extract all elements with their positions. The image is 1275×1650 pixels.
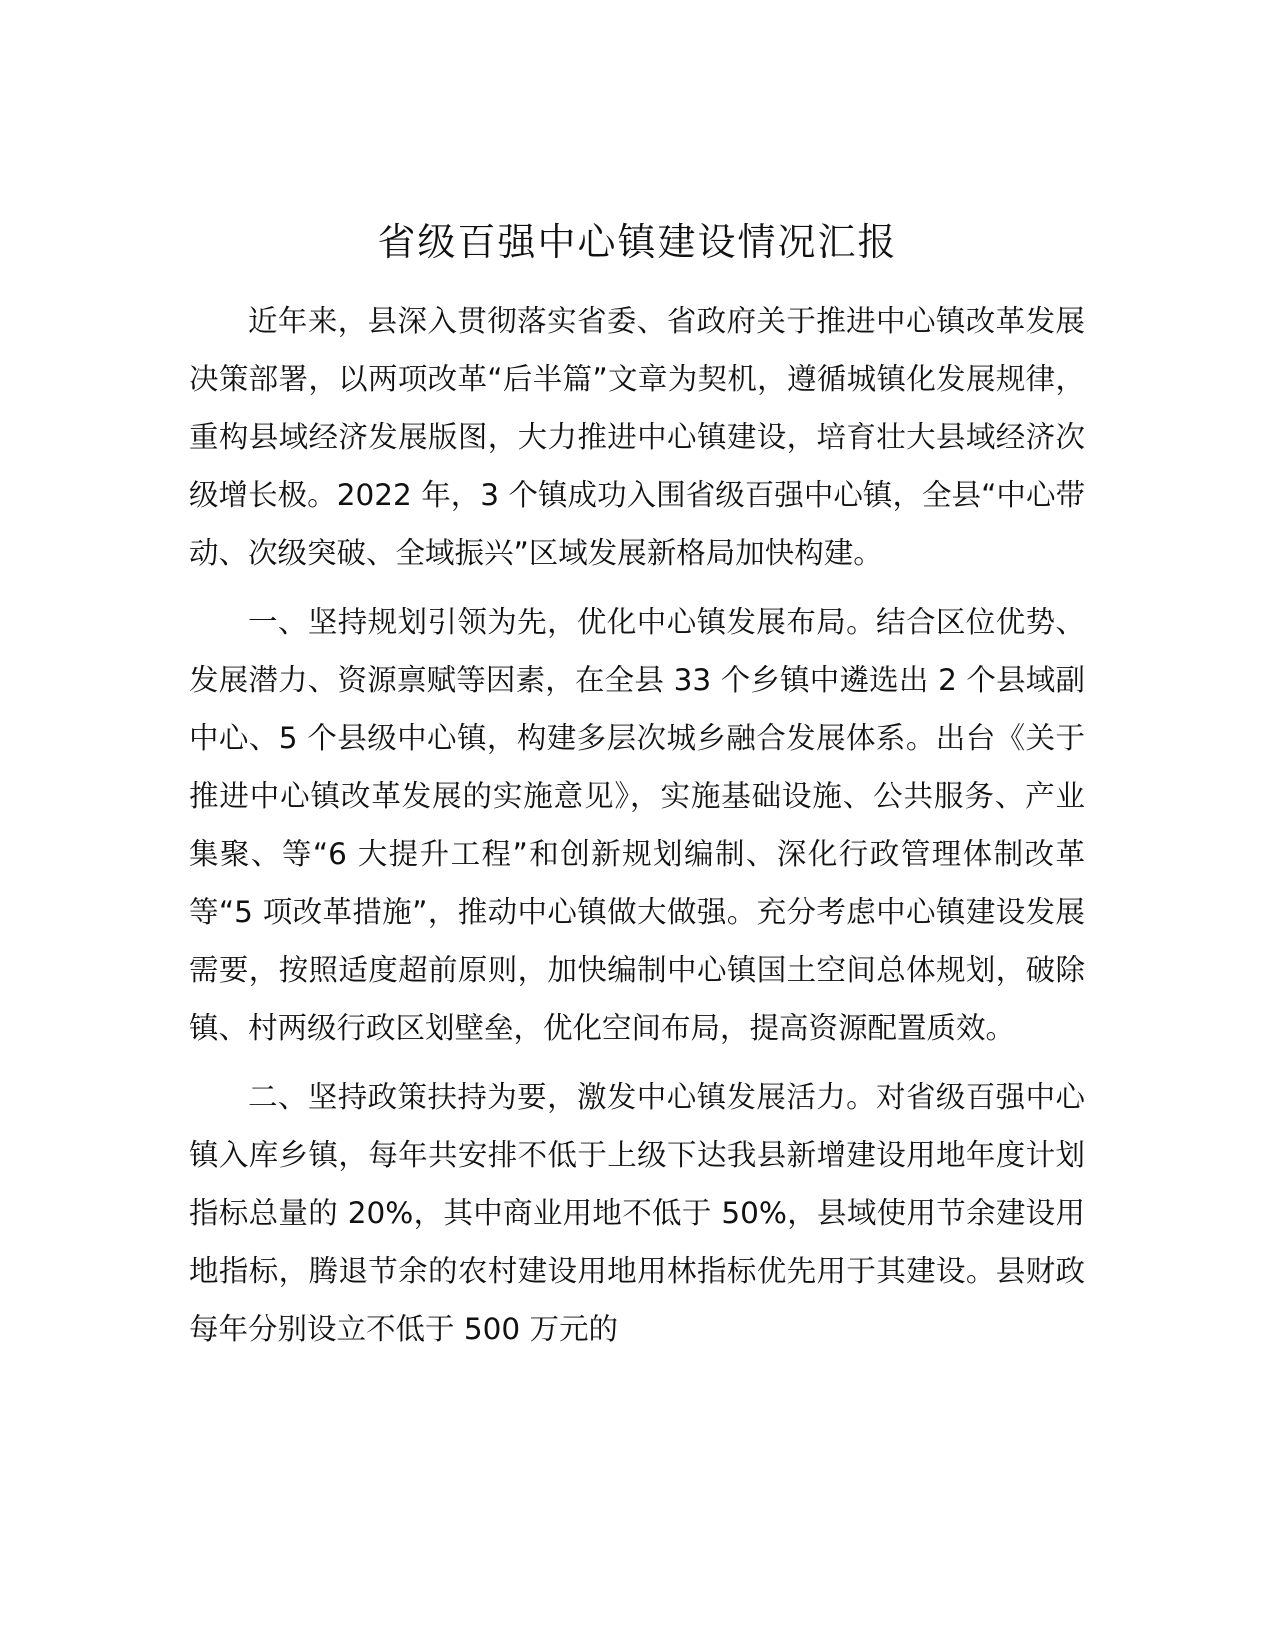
document-title: 省级百强中心镇建设情况汇报 xyxy=(377,220,898,264)
paragraph-intro: 近年来，县深入贯彻落实省委、省政府关于推进中心镇改革发展决策部署，以两项改革“后半篇”文章为契机，遵循城镇化发展规律，重构县域经济发展版图，大力推进中心镇建设，培育壮大县域经济次级增长极。2022 年，3 个镇成功入围省级百强中心镇，全县“中心带动、次级突破、全域振兴”区域发展新格局加快构建。 xyxy=(189,304,1085,570)
paragraph-section-2: 二、坚持政策扶持为要，激发中心镇发展活力。对省级百强中心镇入库乡镇，每年共安排不低于上级下达我县新增建设用地年度计划指标总量的 20%，其中商业用地不低于 50%，县域使用节余建设用地指标，腾退节余的农村建设用地用林指标优先用于其建设。县财政每年分别设立不低于 500 万元的 xyxy=(189,1080,1085,1346)
paragraph-section-1: 一、坚持规划引领为先，优化中心镇发展布局。结合区位优势、发展潜力、资源禀赋等因素，在全县 33 个乡镇中遴选出 2 个县域副中心、5 个县级中心镇，构建多层次城乡融合发展体系。出台《关于推进中心镇改革发展的实施意见》，实施基础设施、公共服务、产业集聚、等“6 大提升工程”和创新规划编制、深化行政管理体制改革等“5 项改革措施”，推动中心镇做大做强。充分考虑中心镇建设发展需要，按照适度超前原则，加快编制中心镇国土空间总体规划，破除镇、村两级行政区划壁垒，优化空间布局，提高资源配置质效。 xyxy=(189,605,1085,1045)
document-body xyxy=(189,292,1085,1369)
